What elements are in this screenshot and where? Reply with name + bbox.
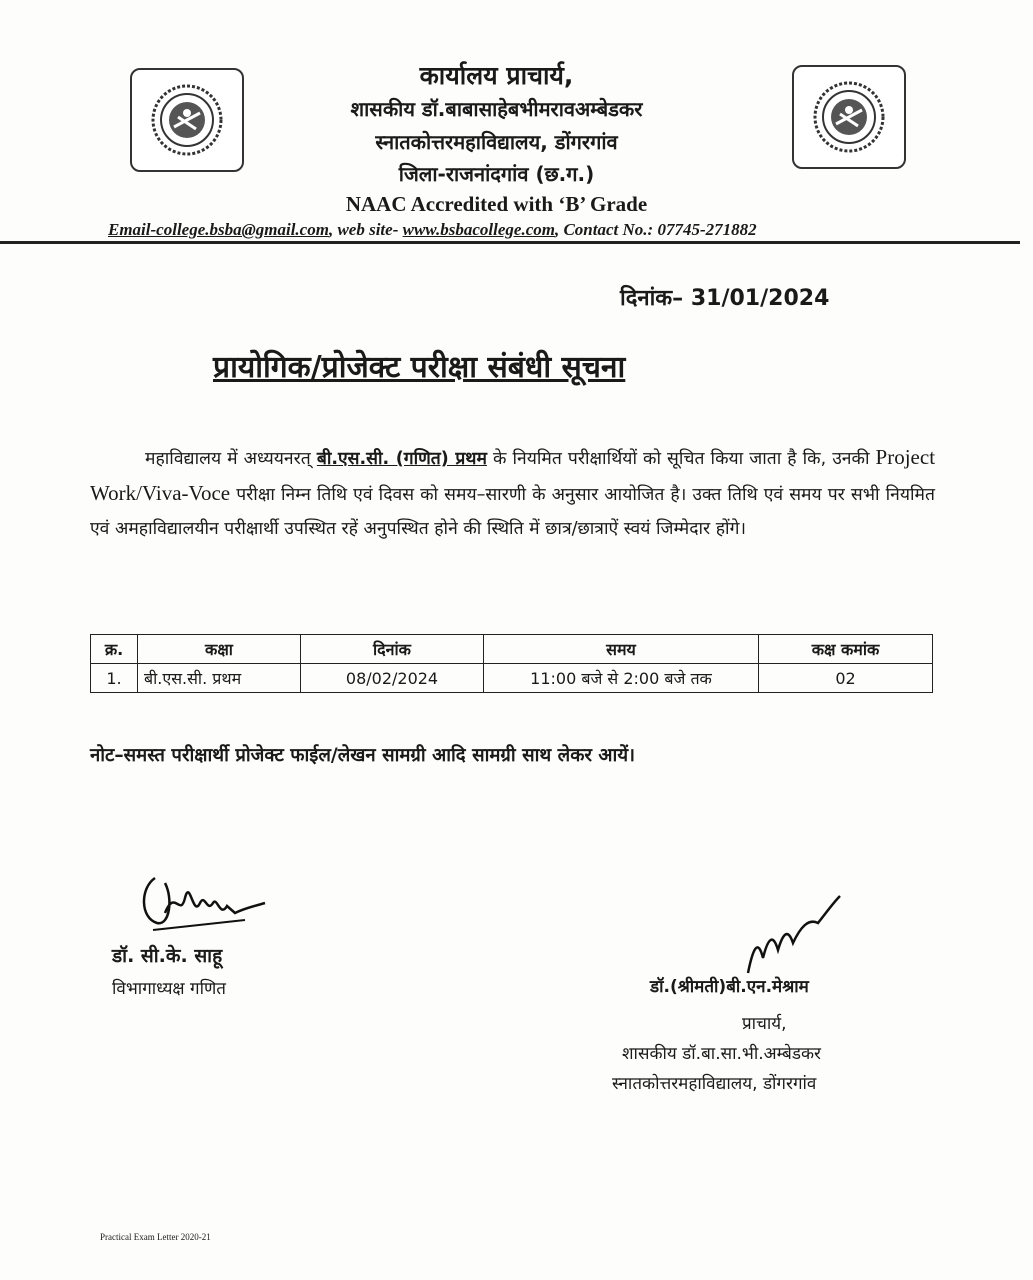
contact-line [108, 220, 757, 240]
principal-signature [738, 888, 848, 978]
notice-date: दिनांक– 31/01/2024 [620, 286, 830, 311]
college-name-line2: स्नातकोत्तरमहाविद्यालय, डोंगरगांव [375, 130, 618, 154]
notice-body [90, 440, 935, 546]
course-name: बी.एस.सी. (गणित) प्रथम [316, 449, 487, 469]
contact-number: , Contact No.: 07745-271882 [554, 220, 757, 239]
principal-college-line2: स्नातकोत्तरमहाविद्यालय, डोंगरगांव [612, 1074, 817, 1094]
note-line: नोट–समस्त परीक्षार्थी प्रोजेक्ट फाईल/लेखन सामग्री आदि सामग्री साथ लेकर आयें। [90, 745, 636, 766]
cell-class: बी.एस.सी. प्रथम [138, 664, 301, 693]
col-time: समय [484, 635, 759, 664]
footer-reference: Practical Exam Letter 2020-21 [100, 1232, 211, 1242]
email-link[interactable]: Email-college.bsba@gmail.com [108, 220, 329, 239]
principal-name: डॉ.(श्रीमती)बी.एन.मेश्राम [650, 977, 809, 997]
college-name-line1: शासकीय डॉ.बाबासाहेबभीमरावअम्बेडकर [350, 97, 643, 121]
col-room: कक्ष कमांक [759, 635, 933, 664]
cell-time: 11:00 बजे से 2:00 बजे तक [484, 664, 759, 693]
cell-date: 08/02/2024 [301, 664, 484, 693]
body-part2: के नियमित परीक्षार्थियों को सूचित किया जाता है कि, उनकी [486, 449, 876, 469]
naac-line: NAAC Accredited with ‘B’ Grade [345, 192, 648, 216]
table-row [91, 664, 933, 693]
hod-signature [135, 858, 275, 938]
body-part3: परीक्षा निम्न तिथि एवं दिवस को समय–सारणी के अनुसार आयोजित है। उक्त तिथि एवं समय पर सभी नियमित एवं अमहाविद्यालयीन परीक्षार्थी उपस्थित रहें अनुपस्थित होने की स्थिति में छात्र/छात्राऐं स्वयं जिम्मेदार होंगे। [90, 485, 935, 539]
hod-name: डॉ. सी.के. साहू [112, 945, 223, 967]
header-divider [0, 241, 1020, 244]
col-date: दिनांक [301, 635, 484, 664]
principal-designation: प्राचार्य, [742, 1014, 787, 1034]
principal-college-line1: शासकीय डॉ.बा.सा.भी.अम्बेडकर [622, 1044, 821, 1064]
cell-room: 02 [759, 664, 933, 693]
office-heading: कार्यालय प्राचार्य, [419, 61, 574, 90]
district-line: जिला-राजनांदगांव (छ.ग.) [398, 162, 595, 186]
schedule-table [90, 634, 933, 693]
exam-type: Project Work/Viva-Voce [90, 445, 936, 505]
col-serial: क्र. [91, 635, 138, 664]
col-class: कक्षा [138, 635, 301, 664]
body-part1: महाविद्यालय में अध्ययनरत् [145, 449, 317, 469]
website-label: , web site- [328, 220, 399, 239]
cell-serial: 1. [91, 664, 138, 693]
website-link[interactable]: www.bsbacollege.com [402, 220, 555, 239]
table-header-row [91, 635, 933, 664]
hod-designation: विभागाध्यक्ष गणित [112, 979, 226, 999]
notice-title: प्रायोगिक/प्रोजेक्ट परीक्षा संबंधी सूचना [213, 350, 626, 385]
